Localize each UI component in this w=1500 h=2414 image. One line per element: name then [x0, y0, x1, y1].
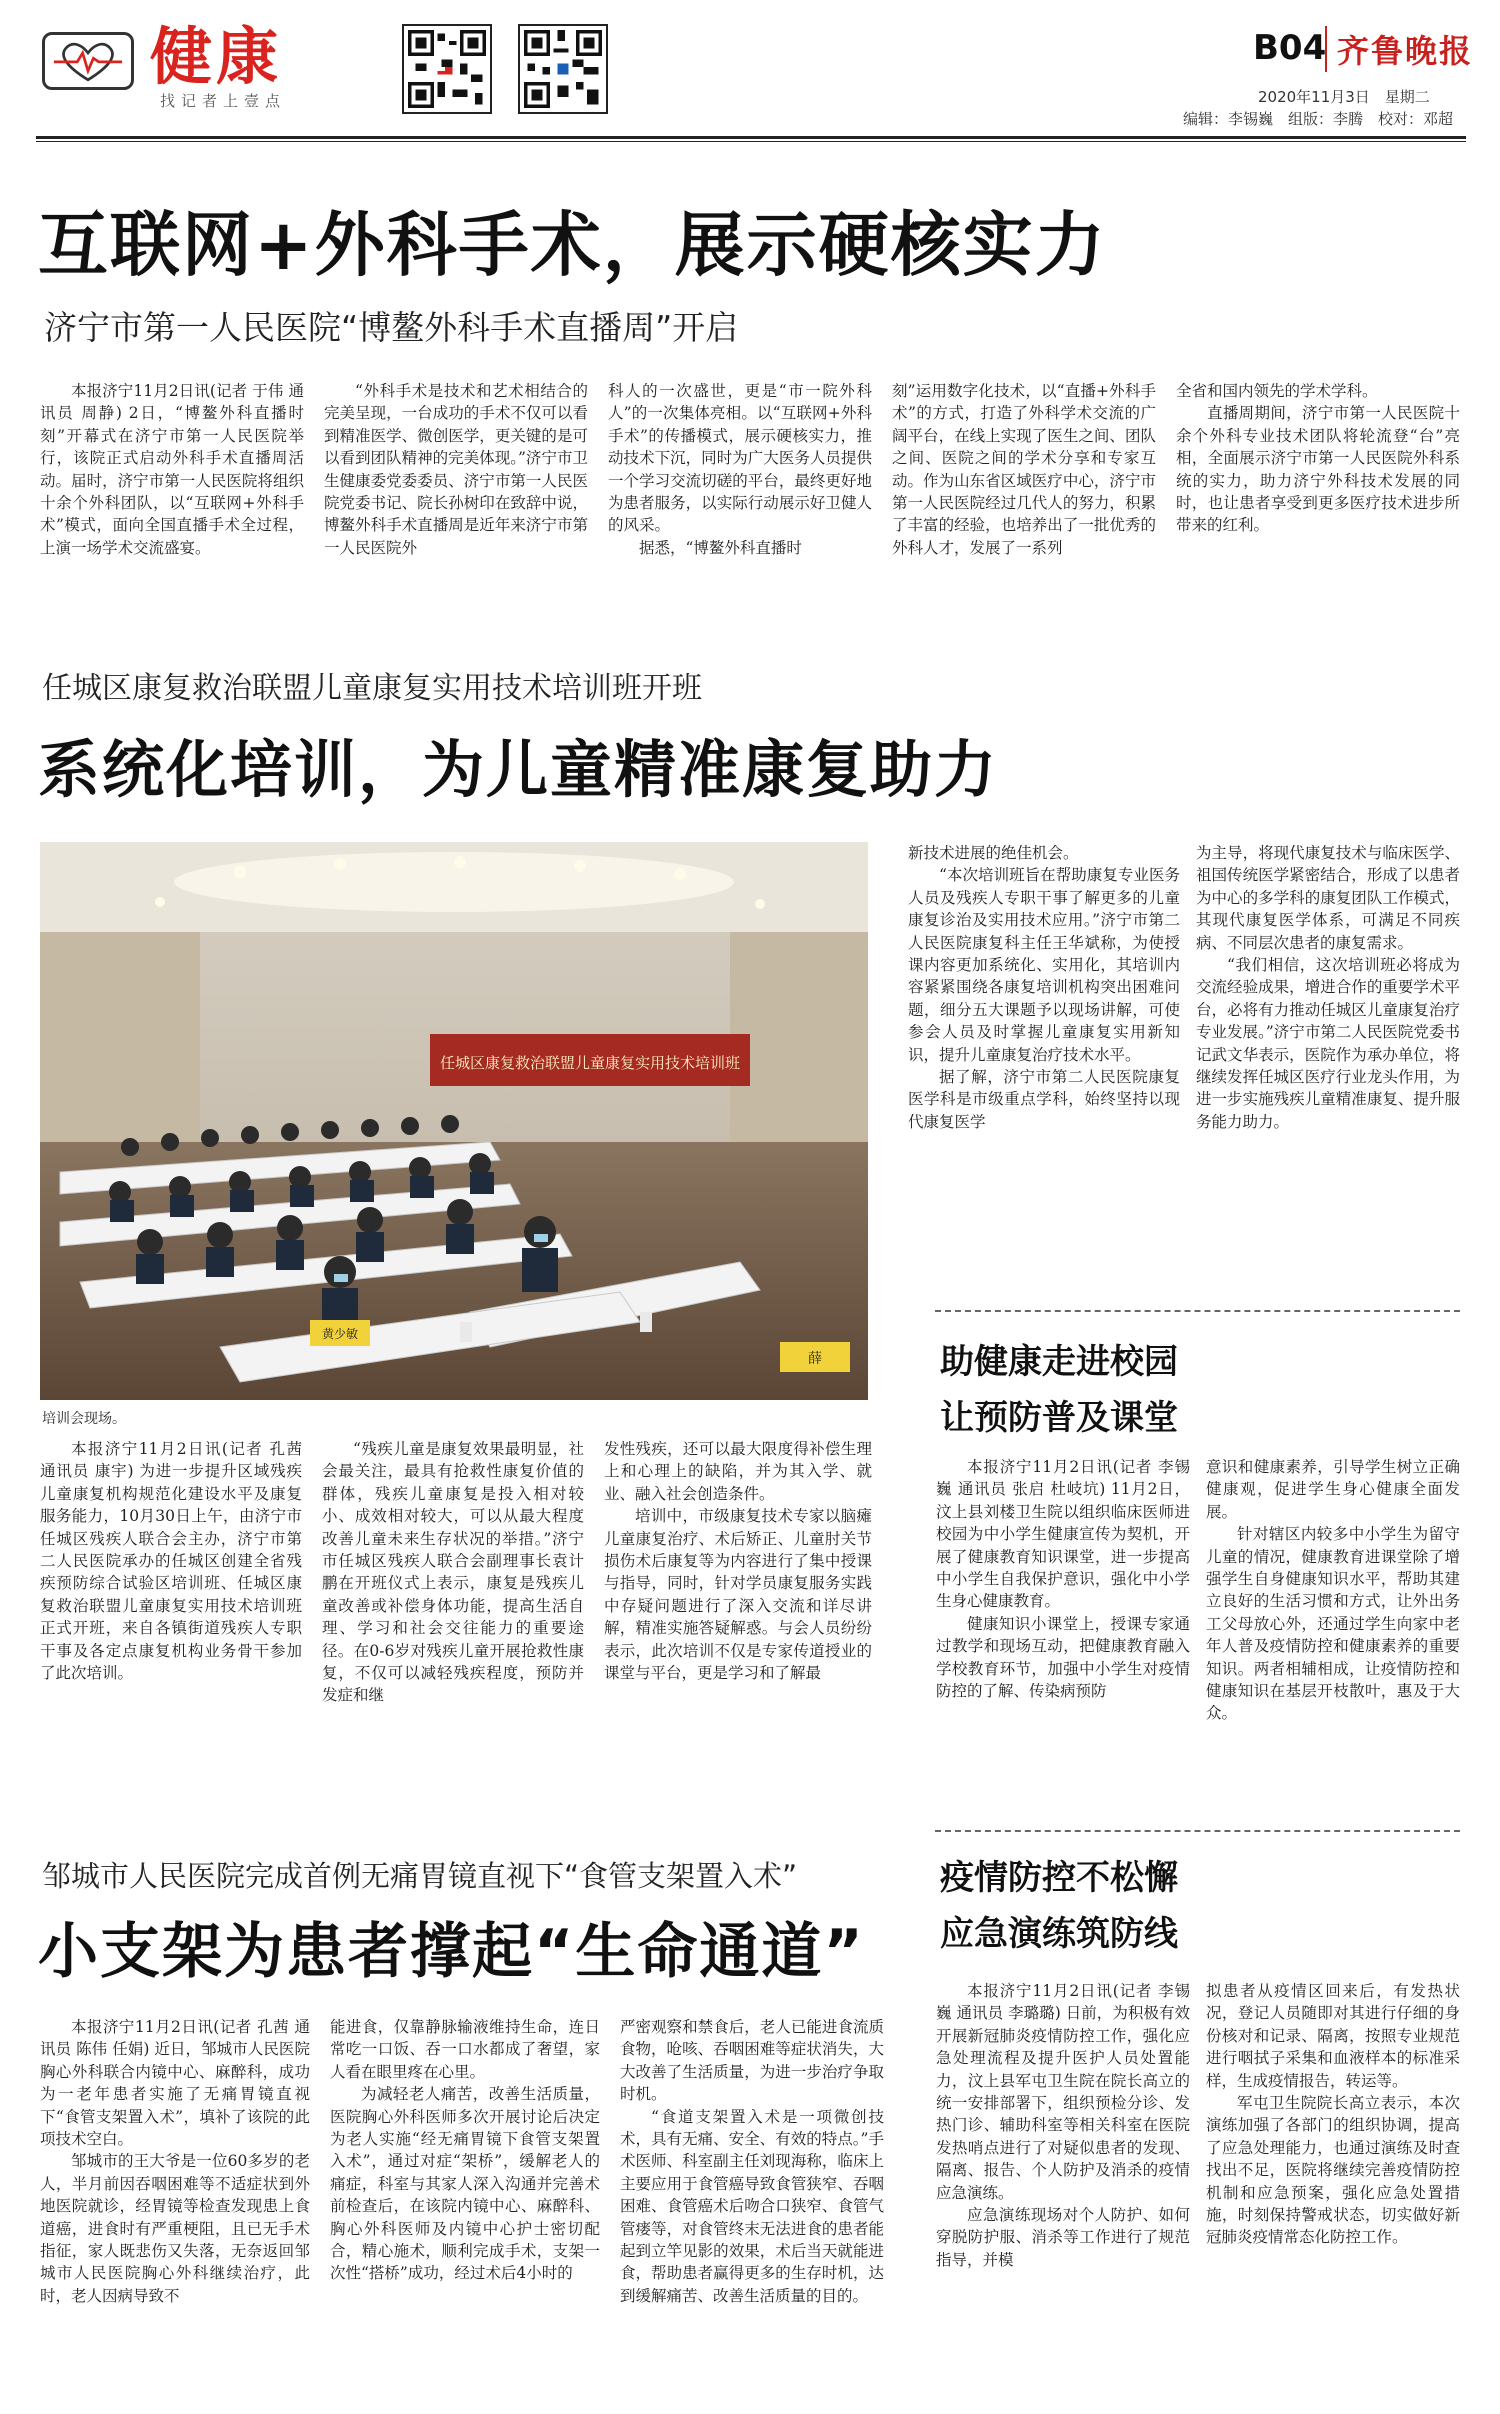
story5-headline-line1: 疫情防控不松懈 — [940, 1858, 1178, 1898]
section-divider-2 — [935, 1830, 1460, 1832]
story3-headline-line1: 助健康走进校园 — [940, 1342, 1178, 1382]
story1-column-5: 全省和国内领先的学术学科。 直播周期间，济宁市第一人民医院十余个外科专业技术团队将轮流登“台”亮相，全面展示济宁市第一人民医院外科系统的实力，助力济宁外科技术发展的同时，也让患者享受到更多医疗技术进步所带来的红利。 — [1176, 382, 1460, 535]
name-placard-text: 黄少敏 — [321, 1327, 359, 1341]
story1-headline: 互联网+外科手术，展示硬核实力 — [38, 204, 1107, 286]
story4-column-1: 本报济宁11月2日讯(记者 孔茜 通讯员 陈伟 任娟) 近日，邹城市人民医院胸心外科联合内镜中心、麻醉科，成功为一老年患者实施了无痛胃镜直视下“食管支架置入术”，填补了该院的此项技术空白。 邹城市的王大爷是一位60多岁的老人，半月前因吞咽困难等不适症状到外地医院就诊，经胃镜等检查发现患上食道癌，进食时有严重梗阻，且已无手术指征，家人既悲伤又失落，无奈返回邹城市人民医院胸心外科继续治疗，此时，老人因病导致不 — [40, 2018, 310, 2305]
story2-column-a: 新技术进展的绝佳机会。 “本次培训班旨在帮助康复专业医务人员及残疾人专职干事了解更多的儿童康复诊治及实用技术应用。”济宁市第二人民医院康复科主任王华斌称，为使授课内容更加系统化、实用化，其培训内容紧紧围绕各康复培训机构突出困难问题，细分五大课题予以现场讲解，可使参会人员及时掌握儿童康复实用新知识，提升儿童康复治疗技术水平。 据了解，济宁市第二人民医院康复医学科是市级重点学科，始终坚持以现代康复医学 — [908, 844, 1180, 1131]
training-session-photo — [40, 842, 868, 1400]
masthead-rule — [36, 136, 1466, 139]
story5-column-1: 本报济宁11月2日讯(记者 李锡巍 通讯员 李璐璐) 日前，为积极有效开展新冠肺炎疫情防控工作，强化应急处理流程及提升医护人员处置能力，汶上县军屯卫生院在院长高立的统一安排部署下，组织预检分诊、发热门诊、辅助科室等相关科室在医院发热哨点进行了对疑似患者的发现、隔离、报告、个人防护及消杀的疫情应急演练。 应急演练现场对个人防护、如何穿脱防护服、消杀等工作进行了规范指导，并模 — [936, 1982, 1190, 2269]
story1-column-2: “外科手术是技术和艺术相结合的完美呈现，一台成功的手术不仅可以看到精准医学、微创医学，更关键的是可以看到团队精神的完美体现。”济宁市卫生健康委党委委员、济宁市第一人民医院党委书记、院长孙树印在致辞中说，博鳌外科手术直播周是近年来济宁市第一人民医院外 — [324, 382, 588, 557]
section-brand: 健康 — [150, 20, 283, 93]
story4-column-3: 严密观察和禁食后，老人已能进食流质食物，呛咳、吞咽困难等症状消失，大大改善了生活质量，为进一步治疗争取时机。 “食道支架置入术是一项微创技术，具有无痛、安全、有效的特点。”手术医师、科室副主任刘现海称，临床上主要应用于食管癌导致食管狭窄、吞咽困难、食管癌术后吻合口狭窄、食管气管瘘等，对食管终末无法进食的患者能起到立竿见影的效果，术后当天就能进食，帮助患者赢得更多的生存时机，达到缓解痛苦、改善生活质量的目的。 — [620, 2018, 884, 2305]
story4-headline: 小支架为患者撑起“生命通道” — [38, 1917, 865, 1987]
masthead-rule-thin — [36, 141, 1466, 142]
newspaper-name: 齐鲁晚报 — [1325, 26, 1473, 72]
qr-code-icon — [518, 24, 608, 114]
story3-headline-line2: 让预防普及课堂 — [940, 1398, 1178, 1438]
story3-column-2: 意识和健康素养，引导学生树立正确健康观，促进学生身心健康全面发展。 针对辖区内较多中小学生为留守儿童的情况，健康教育进课堂除了增强学生自身健康知识水平，帮助其建立良好的生活习惯和方式，让外出务工父母放心外，还通过学生向家中老年人普及疫情防控和健康素养的重要知识。两者相辅相成，让疫情防控和健康知识在基层开枝散叶，惠及于大众。 — [1206, 1458, 1460, 1723]
story2-column-3: 发性残疾，还可以最大限度得补偿生理上和心理上的缺陷，并为其入学、就业、融入社会创造条件。 培训中，市级康复技术专家以脑瘫儿童康复治疗、术后矫正、儿童肘关节损伤术后康复等为内容进行了集中授课与指导，同时，针对学员康复服务实践中存疑问题进行了深入交流和详尽讲解，精准实施答疑解惑。与会人员纷纷表示，此次培训不仅是专家传道授业的课堂与平台，更是学习和了解最 — [604, 1440, 872, 1683]
section-brand-tagline: 找记者上壹点 — [160, 92, 287, 110]
story2-subheadline: 任城区康复救治联盟儿童康复实用技术培训班开班 — [42, 671, 702, 706]
story1-subheadline: 济宁市第一人民医院“博鳌外科手术直播周”开启 — [44, 308, 739, 347]
name-placard-text-2: 薛 — [808, 1351, 822, 1367]
heart-pulse-icon — [45, 35, 131, 87]
story2-column-b: 为主导，将现代康复技术与临床医学、祖国传统医学紧密结合，形成了以患者为中心的多学科的康复团队工作模式，其现代康复医学体系，可满足不同疾病、不同层次患者的康复需求。 “我们相信，这次培训班必将成为交流经验成果，增进合作的重要学术平台，必将有力推动任城区儿童康复治疗专业发展。”济宁市第二人民医院党委书记武文华表示，医院作为承办单位，将继续发挥任城区医疗行业龙头作用，为进一步实施残疾儿童精准康复、提升服务能力助力。 — [1196, 844, 1460, 1131]
story5-headline-line2: 应急演练筑防线 — [940, 1914, 1178, 1954]
story5-column-2: 拟患者从疫情区回来后，有发热状况，登记人员随即对其进行仔细的身份核对和记录、隔离，按照专业规范进行咽拭子采集和血液样本的标准采样，生成疫情报告，转运等。 军屯卫生院院长高立表示，本次演练加强了各部门的组织协调，提高了应急处理能力，也通过演练及时查找出不足，医院将继续完善疫情防控机制和应急预案，强化应急处置措施，时刻保持警戒状态，切实做好新冠肺炎疫情常态化防控工作。 — [1206, 1982, 1460, 2247]
health-section-logo — [42, 32, 134, 90]
issue-date: 2020年11月3日 星期二 — [1258, 88, 1430, 106]
editor-credits: 编辑：李锡巍 组版：李腾 校对：邓超 — [1183, 110, 1454, 128]
photo-caption: 培训会现场。 — [42, 1411, 126, 1427]
story1-column-1: 本报济宁11月2日讯(记者 于伟 通讯员 周静) 2日，“博鳌外科直播时刻”开幕式在济宁市第一人民医院举行，该院正式启动外科手术直播周活动。届时，济宁市第一人民医院将组织十余个外科团队，以“互联网+外科手术”模式，面向全国直播手术全过程，上演一场学术交流盛宴。 — [40, 382, 304, 557]
story1-column-4: 刻”运用数字化技术，以“直播+外科手术”的方式，打造了外科学术交流的广阔平台，在线上实现了医生之间、团队之间、医院之间的学术分享和专家互动。作为山东省区域医疗中心，济宁市第一人民医院经过几代人的努力，积累了丰富的经验，也培养出了一批优秀的外科人才，发展了一系列 — [892, 382, 1156, 557]
story2-column-2: “残疾儿童是康复效果最明显，社会最关注，最具有抢救性康复价值的群体，残疾儿童康复是投入相对较小、成效相对较大，可以从最大程度改善儿童未来生存状况的举措。”济宁市任城区残疾人联合会副理事长袁计鹏在开班仪式上表示，康复是残疾儿童改善或补偿身体功能，提高生活自理、学习和社会交往能力的重要途径。在0-6岁对残疾儿童开展抢救性康复，不仅可以减轻残疾程度，预防并发症和继 — [322, 1440, 584, 1705]
story4-subheadline: 邹城市人民医院完成首例无痛胃镜直视下“食管支架置入术” — [42, 1859, 798, 1893]
story4-column-2: 能进食，仅靠静脉输液维持生命，连日常吃一口饭、吞一口水都成了奢望，家人看在眼里疼在心里。 为减轻老人痛苦，改善生活质量，医院胸心外科医师多次开展讨论后决定为老人实施“经无痛胃镜下食管支架置入术”，通过对症“架桥”，缓解老人的痛症，科室与其家人深入沟通并完善术前检查后，在该院内镜中心、麻醉科、胸心外科医师及内镜中心护士密切配合，精心施术，顺利完成手术，支架一次性“搭桥”成功，经过术后4小时的 — [330, 2018, 600, 2283]
story2-headline: 系统化培训，为儿童精准康复助力 — [38, 733, 999, 806]
page-number: B04 — [1253, 28, 1327, 68]
qr-code-icon — [402, 24, 492, 114]
story1-column-3: 科人的一次盛世，更是“市一院外科人”的一次集体亮相。以“互联网+外科手术”的传播模式，展示硬核实力，推动技术下沉，同时为广大医务人员提供一个学习交流切磋的平台，最终更好地为患者服务，以实际行动展示好卫健人的风采。 据悉，“博鳌外科直播时 — [608, 382, 872, 557]
training-banner-text: 任城区康复救治联盟儿童康复实用技术培训班 — [439, 1054, 741, 1072]
story3-column-1: 本报济宁11月2日讯(记者 李锡巍 通讯员 张启 杜岐坑) 11月2日，汶上县刘楼卫生院以组织临床医师进校园为中小学生健康宣传为契机，开展了健康教育知识课堂，进一步提高中小学生自我保护意识，强化中小学生身心健康教育。 健康知识小课堂上，授课专家通过教学和现场互动，把健康教育融入学校教育环节，加强中小学生对疫情防控的了解、传染病预防 — [936, 1458, 1190, 1701]
story2-column-1: 本报济宁11月2日讯(记者 孔茜 通讯员 康宇) 为进一步提升区域残疾儿童康复机构规范化建设水平及康复服务能力，10月30日上午，由济宁市任城区残疾人联合会主办，济宁市第二人民医院承办的任城区创建全省残疾预防综合试验区培训班、任城区康复救治联盟儿童康复实用技术培训班正式开班，来自各镇街道残疾人专职干事及各定点康复机构业务骨干参加了此次培训。 — [40, 1440, 302, 1683]
section-divider — [935, 1310, 1460, 1312]
